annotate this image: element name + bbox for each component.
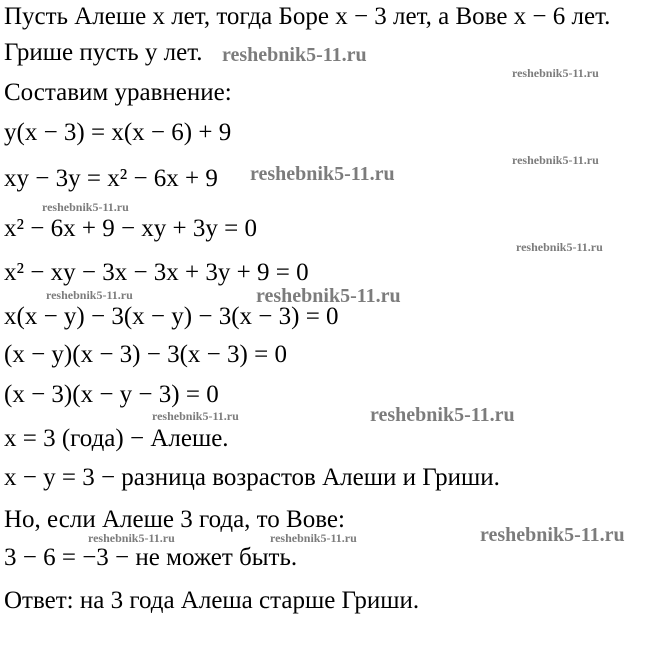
text-line-root: x = 3 (года) − Алеше. (4, 425, 229, 452)
watermark: reshebnik5-11.ru (42, 200, 129, 214)
watermark: reshebnik5-11.ru (270, 531, 357, 545)
equation-3: x² − 6x + 9 − xy + 3y = 0 (4, 215, 257, 242)
equation-1: y(x − 3) = x(x − 6) + 9 (4, 119, 232, 146)
watermark: reshebnik5-11.ru (480, 524, 625, 546)
watermark: reshebnik5-11.ru (256, 285, 401, 307)
watermark: reshebnik5-11.ru (512, 66, 599, 80)
answer-line: Ответ: на 3 года Алеша старше Гриши. (4, 587, 420, 614)
watermark: reshebnik5-11.ru (152, 409, 239, 423)
text-line-check: Но, если Алеше 3 года, то Вове: (4, 506, 345, 533)
text-line-2: Грише пусть y лет. (4, 39, 203, 66)
text-line-1: Пусть Алеше x лет, тогда Боре x − 3 лет, а Вове x − 6 лет. (4, 3, 611, 30)
watermark: reshebnik5-11.ru (516, 240, 603, 254)
text-line-3: Составим уравнение: (4, 79, 232, 106)
watermark: reshebnik5-11.ru (512, 153, 599, 167)
equation-2: xy − 3y = x² − 6x + 9 (4, 165, 218, 192)
equation-7: (x − 3)(x − y − 3) = 0 (4, 381, 219, 408)
equation-6: (x − y)(x − 3) − 3(x − 3) = 0 (4, 341, 287, 368)
watermark: reshebnik5-11.ru (88, 531, 175, 545)
text-line-difference: x − y = 3 − разница возрастов Алеши и Гриши. (4, 464, 500, 491)
equation-4: x² − xy − 3x − 3x + 3y + 9 = 0 (4, 259, 309, 286)
watermark: reshebnik5-11.ru (46, 288, 133, 302)
watermark: reshebnik5-11.ru (222, 44, 367, 66)
equation-5: x(x − y) − 3(x − y) − 3(x − 3) = 0 (4, 303, 339, 330)
text-line-contradiction: 3 − 6 = −3 − не может быть. (4, 544, 298, 571)
watermark: reshebnik5-11.ru (370, 404, 515, 426)
watermark: reshebnik5-11.ru (250, 163, 395, 185)
